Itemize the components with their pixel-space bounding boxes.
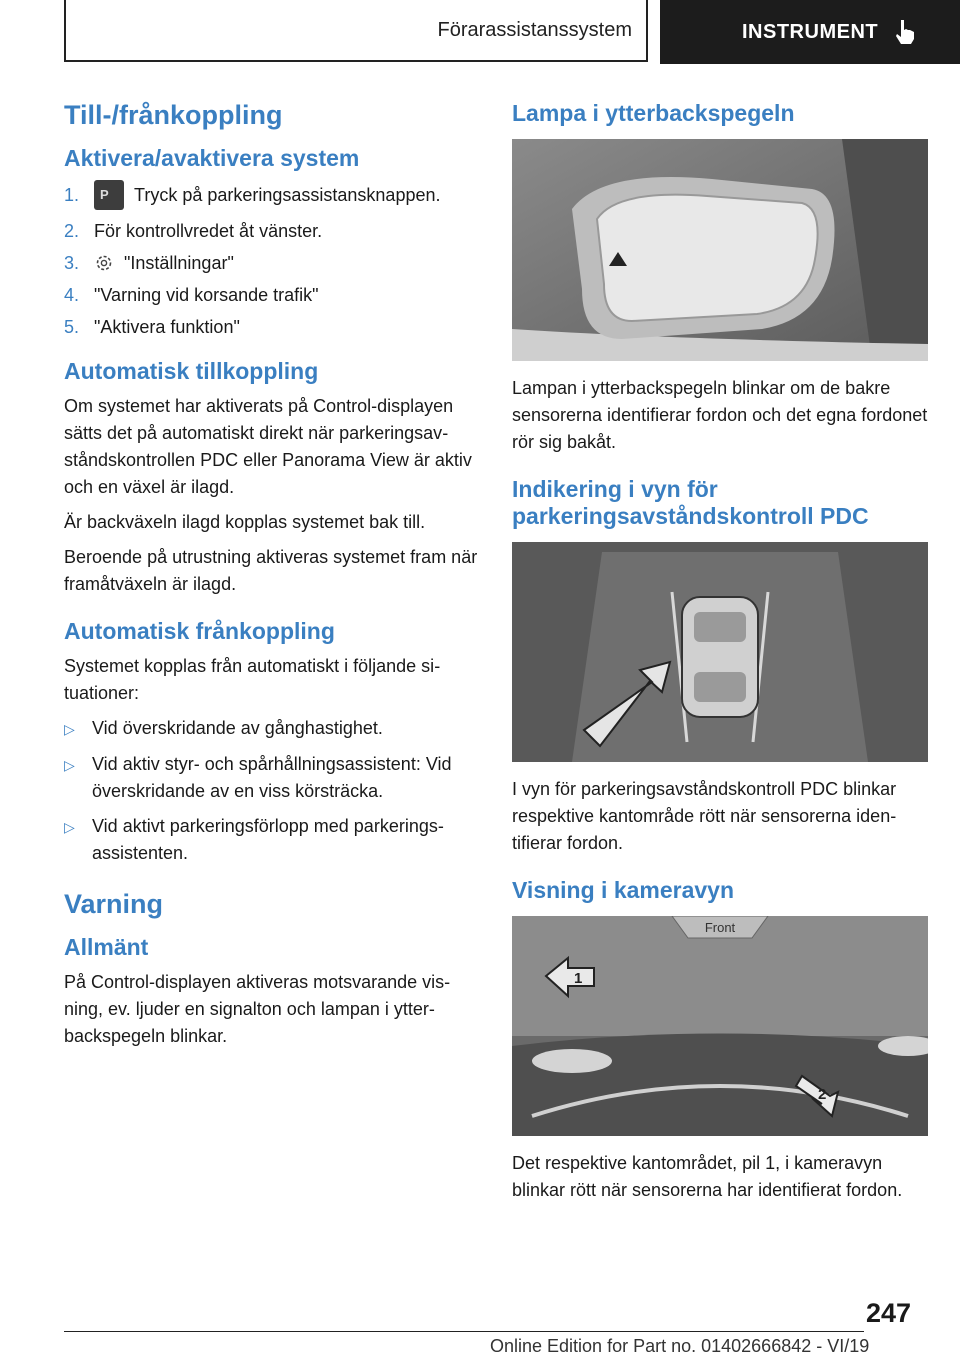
- front-label: Front: [704, 920, 736, 935]
- auto-on-paragraph-1: Om systemet har aktiverats på Control-displayen sätts det på automatiskt direkt när parkeringsavståndskontrollen PDC eller Panorama View är aktiv och en växel är ilagd.: [64, 396, 472, 497]
- general-text: På Control-displayen aktiveras motsvarande visning, ev. ljuder en signalton och lampan i ytterbackspegeln blinkar.: [64, 972, 451, 1046]
- step-3: [64, 252, 480, 274]
- footer-divider: [64, 1331, 864, 1332]
- page-number: 247: [866, 1298, 912, 1328]
- list-item-text: Vid aktivt parkeringsförlopp med parkeringsassistenten.: [92, 816, 444, 863]
- step-text: Tryck på parkeringsassistansknappen.: [134, 185, 441, 205]
- camera-text: Det respektive kantområdet, pil 1, i kameravyn blinkar rött när sensorerna har identifierat fordon.: [512, 1153, 903, 1200]
- step-text: "Inställningar": [124, 253, 234, 273]
- header-section-label: Förarassistanssystem: [437, 18, 632, 41]
- auto-off-list: [64, 715, 480, 867]
- pdc-heading: Indikering i vyn för parkeringsavståndskontroll PDC: [512, 476, 869, 529]
- step-text: "Aktivera funktion": [94, 317, 240, 337]
- step-4: [64, 284, 480, 306]
- header-section: [64, 0, 648, 62]
- triangle-bullet-icon: ▷: [64, 819, 75, 835]
- triangle-bullet-icon: ▷: [64, 757, 75, 773]
- header-chapter-label: INSTRUMENT: [742, 20, 879, 43]
- section-title: Till-/frånkoppling: [64, 100, 283, 130]
- step-number: 3.: [64, 253, 80, 273]
- activate-steps: [64, 180, 480, 338]
- auto-off-intro: Systemet kopplas från automatiskt i följande situationer:: [64, 656, 441, 703]
- arrow-1-label: 1: [574, 970, 583, 987]
- step-number: 2.: [64, 221, 80, 241]
- gear-icon: [94, 253, 114, 273]
- step-2: [64, 220, 480, 242]
- left-column: [64, 100, 480, 1058]
- parking-assist-button-icon: P: [94, 180, 124, 210]
- mirror-text: Lampan i ytterbackspegeln blinkar om de bakre sensorerna identifierar fordon och det egna fordonet rör sig bakåt.: [512, 378, 928, 452]
- camera-image: [512, 916, 928, 1136]
- step-number: 4.: [64, 285, 80, 305]
- mirror-image: [512, 139, 928, 361]
- list-item: [64, 813, 480, 867]
- step-number: 1.: [64, 185, 80, 205]
- step-number: 5.: [64, 317, 80, 337]
- list-item-text: Vid överskridande av gånghastighet.: [92, 718, 383, 738]
- general-heading: Allmänt: [64, 934, 149, 960]
- list-item-text: Vid aktiv styr- och spårhållningsassistent: Vid överskridande av en viss körsträcka.: [92, 754, 452, 801]
- auto-on-paragraph-2: Är backväxeln ilagd kopplas systemet bak till.: [64, 512, 426, 532]
- mirror-heading: Lampa i ytterbackspegeln: [512, 100, 795, 126]
- step-text: "Varning vid korsande trafik": [94, 285, 319, 305]
- step-5: [64, 316, 480, 338]
- auto-off-heading: Automatisk frånkoppling: [64, 618, 335, 644]
- hand-pointer-icon: [894, 19, 916, 45]
- triangle-bullet-icon: ▷: [64, 721, 75, 737]
- camera-heading: Visning i kameravyn: [512, 877, 735, 903]
- list-item: [64, 751, 480, 805]
- warning-title: Varning: [64, 889, 164, 919]
- header-chapter: [660, 0, 960, 64]
- step-text: För kontrollvredet åt vänster.: [94, 221, 323, 241]
- auto-on-paragraph-3: Beroende på utrustning aktiveras systemet fram när framåtväxeln är ilagd.: [64, 547, 478, 594]
- arrow-2-label: 2: [818, 1086, 827, 1103]
- footer-edition: Online Edition for Part no. 01402666842 - VI/19: [490, 1336, 870, 1356]
- right-column: [512, 100, 928, 1212]
- list-item: [64, 715, 480, 743]
- pdc-text: I vyn för parkeringsavståndskontroll PDC blinkar respektive kantområde rött när sensorerna identifierar fordon.: [512, 779, 897, 853]
- activate-heading: Aktivera/avaktivera system: [64, 145, 360, 171]
- auto-on-heading: Automatisk tillkoppling: [64, 358, 319, 384]
- pdc-image: [512, 542, 928, 762]
- step-1: [64, 180, 480, 210]
